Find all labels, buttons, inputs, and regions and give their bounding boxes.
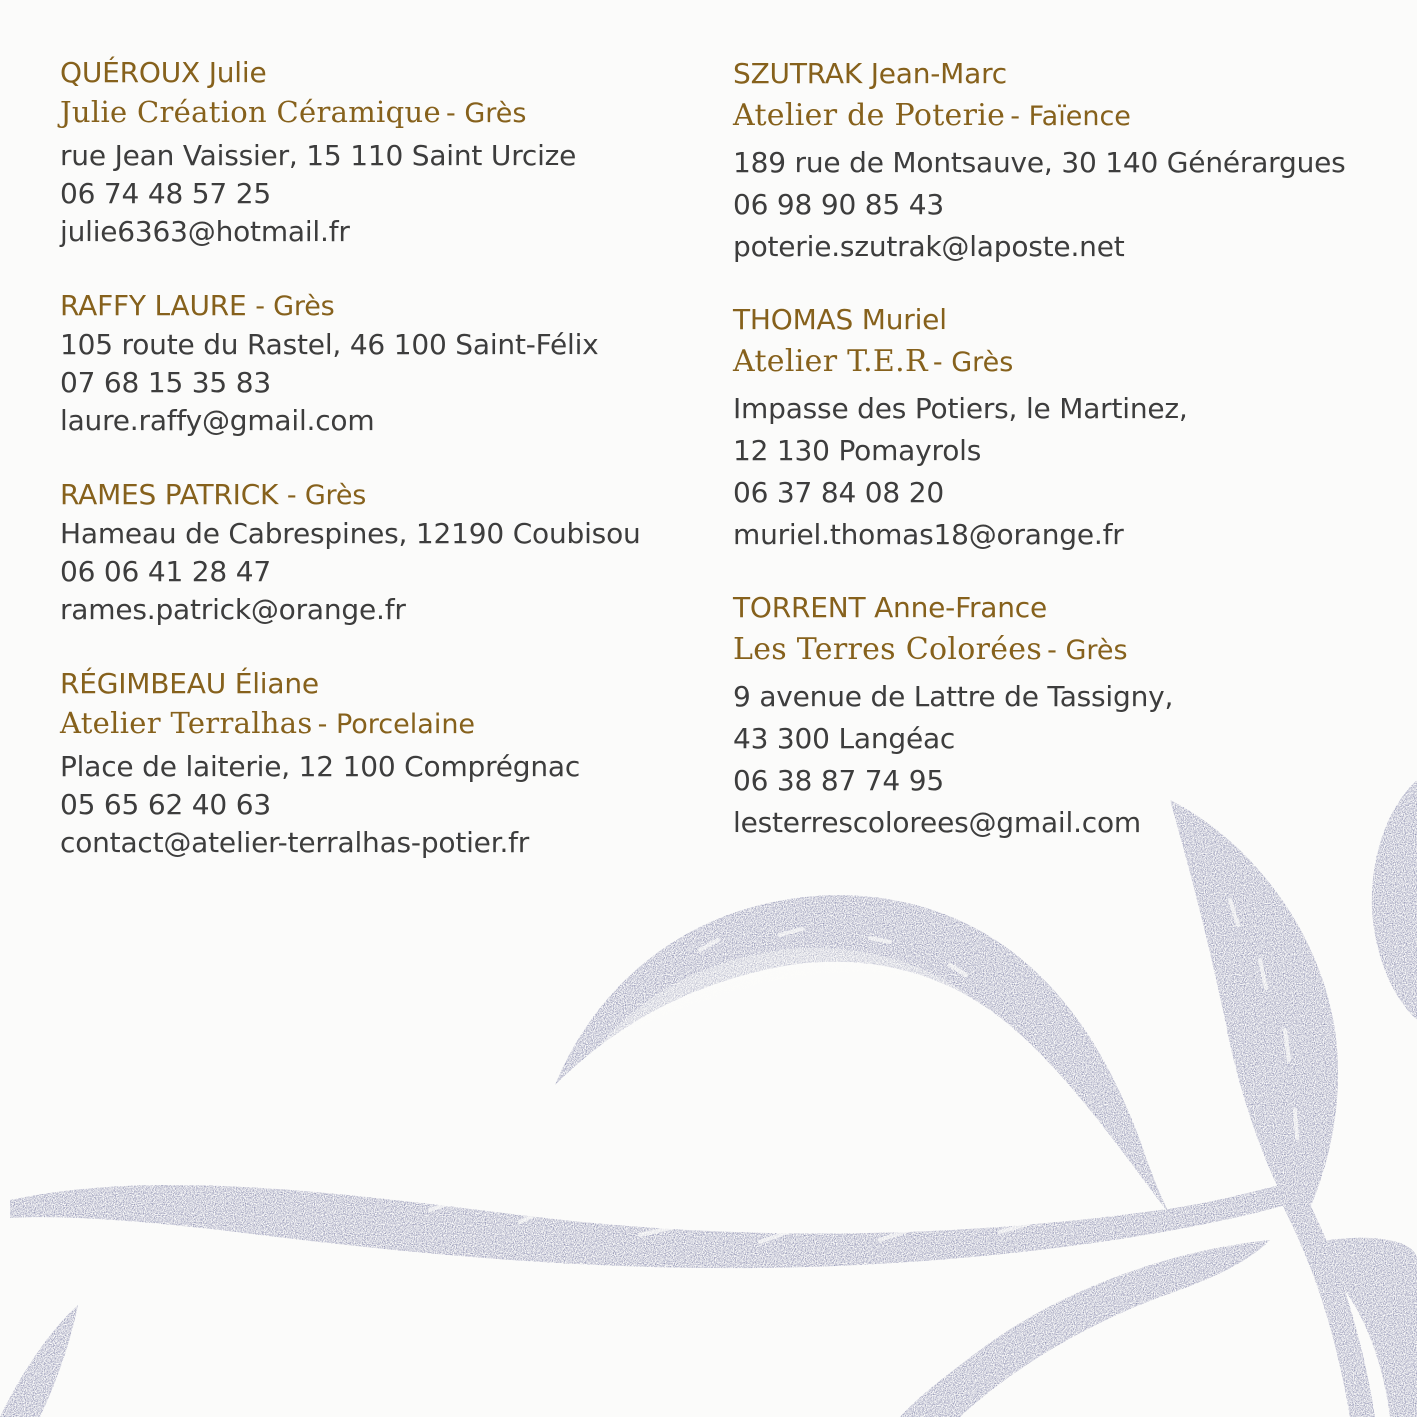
material: - Grès: [932, 347, 1014, 378]
phone: 06 98 90 85 43: [733, 188, 944, 221]
studio-name: Atelier T.E.R: [733, 344, 928, 379]
potter-name: THOMAS Muriel: [733, 303, 947, 336]
potter-name-line: [60, 287, 700, 326]
potter-entry: [733, 54, 1393, 268]
potter-name: RAMES PATRICK: [60, 478, 279, 511]
studio-line: [60, 92, 700, 137]
material: - Grès: [446, 98, 527, 129]
material: - Grès: [286, 480, 367, 511]
studio-line: [733, 340, 1393, 388]
right-column: [733, 54, 1393, 876]
phone: 06 74 48 57 25: [60, 177, 271, 210]
address-line-2: 43 300 Langéac: [733, 722, 956, 755]
potter-entry: [733, 300, 1393, 556]
phone: 06 06 41 28 47: [60, 555, 271, 588]
address-line-1: 9 avenue de Lattre de Tassigny,: [733, 680, 1174, 713]
email: poterie.szutrak@laposte.net: [733, 230, 1125, 263]
email: lesterrescolorees@gmail.com: [733, 806, 1141, 839]
phone: 05 65 62 40 63: [60, 788, 271, 821]
leaf-bottom: [900, 1240, 1270, 1417]
potter-entry: [60, 476, 700, 629]
email: rames.patrick@orange.fr: [60, 593, 406, 626]
potter-entry: [60, 287, 700, 440]
leaf-long: [10, 1185, 1285, 1268]
address: Hameau de Cabrespines, 12190 Coubisou: [60, 517, 641, 550]
potter-name-line: [60, 476, 700, 515]
address-line-1: Impasse des Potiers, le Martinez,: [733, 392, 1188, 425]
address: 105 route du Rastel, 46 100 Saint-Félix: [60, 328, 599, 361]
leaf-bottom-left: [0, 1305, 78, 1417]
potter-entry: [60, 54, 700, 251]
studio-line: [733, 628, 1393, 676]
leaf-curl: [555, 895, 1170, 1215]
left-column: [60, 54, 700, 898]
phone: 07 68 15 35 83: [60, 366, 271, 399]
material: - Faïence: [1010, 101, 1131, 132]
potter-entry: [60, 665, 700, 862]
potter-name: RÉGIMBEAU Éliane: [60, 667, 319, 700]
studio-line: [733, 94, 1393, 142]
address: rue Jean Vaissier, 15 110 Saint Urcize: [60, 139, 577, 172]
potter-name: SZUTRAK Jean-Marc: [733, 57, 1007, 90]
potter-entry: [733, 588, 1393, 844]
studio-name: Julie Création Céramique: [60, 95, 441, 129]
potter-name: TORRENT Anne-France: [733, 591, 1047, 624]
address: Place de laiterie, 12 100 Comprégnac: [60, 750, 581, 783]
studio-line: [60, 703, 700, 748]
studio-name: Les Terres Colorées: [733, 632, 1043, 667]
potter-name: RAFFY LAURE: [60, 289, 247, 322]
address-line-2: 12 130 Pomayrols: [733, 434, 982, 467]
email: laure.raffy@gmail.com: [60, 404, 375, 437]
potter-name: QUÉROUX Julie: [60, 56, 267, 89]
material: - Porcelaine: [317, 709, 476, 740]
email: julie6363@hotmail.fr: [60, 215, 350, 248]
address: 189 rue de Montsauve, 30 140 Générargues: [733, 146, 1346, 179]
material: - Grès: [1047, 635, 1128, 666]
email: muriel.thomas18@orange.fr: [733, 518, 1124, 551]
email: contact@atelier-terralhas-potier.fr: [60, 826, 530, 859]
studio-name: Atelier Terralhas: [60, 706, 313, 740]
phone: 06 38 87 74 95: [733, 764, 944, 797]
phone: 06 37 84 08 20: [733, 476, 944, 509]
material: - Grès: [255, 291, 335, 322]
studio-name: Atelier de Poterie: [733, 98, 1006, 133]
